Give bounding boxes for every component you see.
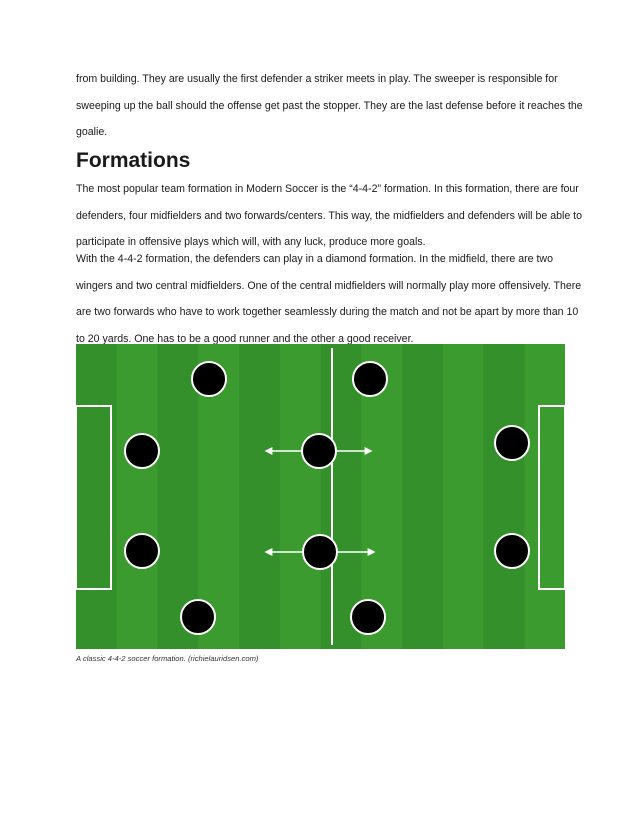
text-line: defenders, four midfielders and two forwards/centers. This way, the midfielders and defenders will be able to <box>76 209 583 222</box>
formation-paragraph-1 <box>76 176 583 256</box>
player-marker <box>495 534 529 568</box>
player-marker <box>351 600 385 634</box>
text-line: from building. They are usually the first defender a striker meets in play. The sweeper is responsible for <box>76 73 558 85</box>
formation-paragraph-2 <box>76 246 582 352</box>
text-line: participate in offensive plays which will, with any luck, produce more goals. <box>76 236 426 248</box>
text-line: sweeping up the ball should the offense get past the stopper. They are the last defense before it reaches the <box>76 99 583 112</box>
player-marker <box>192 362 226 396</box>
text-line: to 20 yards. One has to be a good runner and the other a good receiver. <box>76 332 414 345</box>
player-marker <box>125 534 159 568</box>
intro-paragraph <box>76 66 583 146</box>
player-marker <box>302 434 336 468</box>
formation-diagram <box>76 344 565 649</box>
section-heading: Formations <box>76 149 191 172</box>
text-line: goalie. <box>76 126 108 138</box>
pitch-stripe <box>321 344 362 649</box>
pitch-stripe <box>484 344 525 649</box>
text-line: wingers and two central midfielders. One of the central midfielders will normally play more offensively. There <box>76 279 582 292</box>
text-line: With the 4-4-2 formation, the defenders can play in a diamond formation. In the midfield, there are two <box>76 253 553 265</box>
figure-caption: A classic 4-4-2 soccer formation. (richielauridsen.com) <box>76 654 259 663</box>
soccer-pitch <box>76 344 565 649</box>
player-marker <box>495 426 529 460</box>
pitch-stripe <box>239 344 280 649</box>
pitch-stripe <box>402 344 443 649</box>
player-marker <box>125 434 159 468</box>
player-marker <box>181 600 215 634</box>
text-line: are two forwards who have to work together seamlessly during the match and not be apart by more than 10 <box>76 306 579 318</box>
text-line: The most popular team formation in Modern Soccer is the “4-4-2” formation. In this formation, there are four <box>76 183 579 195</box>
player-marker <box>303 535 337 569</box>
player-marker <box>353 362 387 396</box>
